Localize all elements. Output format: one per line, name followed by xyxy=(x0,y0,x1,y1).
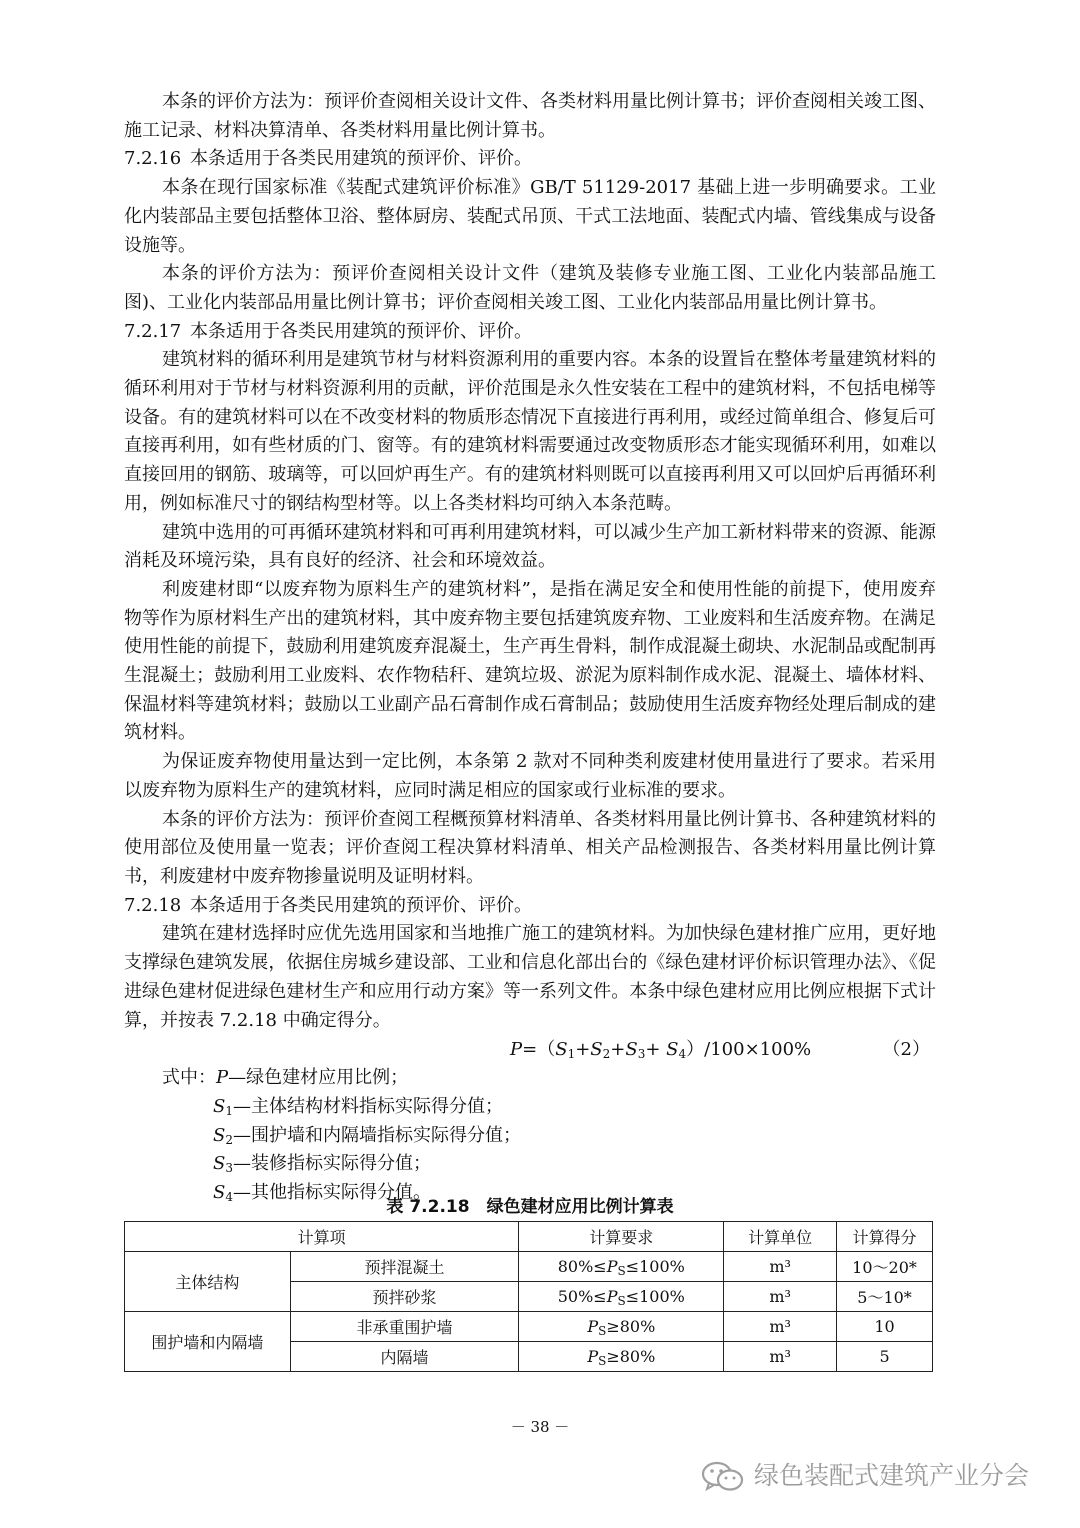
requirement-cell: $50\%\le P_S\le 100\%$ xyxy=(519,1282,724,1312)
group-name: 围护墙和内隔墙 xyxy=(125,1312,291,1372)
paragraph: 利废建材即“以废弃物为原料生产的建筑材料”，是指在满足安全和使用性能的前提下，使用废弃物等作为原材料生产出的建筑材料，其中废弃物主要包括建筑废弃物、工业废料和生活废弃物。在满足使用性能的前提下，鼓励利用建筑废弃混凝土，生产再生骨料，制作成混凝土砌块、水泥制品或配制再生混凝土；鼓励利用工业废料、农作物秸秆、建筑垃圾、淤泥为原料制作成水泥、混凝土、墙体材料、保温材料等建筑材料；鼓励以工业副产品石膏制作成石膏制品；鼓励使用生活废弃物经处理后制成的建筑材料。 xyxy=(124,578,936,744)
requirement-cell: $P_S\ge 80\%$ xyxy=(519,1312,724,1342)
table-row xyxy=(125,1312,933,1342)
green-material-table xyxy=(124,1221,933,1372)
paragraph: 本条的评价方法为：预评价查阅相关设计文件、各类材料用量比例计算书；评价查阅相关竣工图、施工记录、材料决算清单、各类材料用量比例计算书。 xyxy=(124,91,936,141)
header-item: 计算项 xyxy=(125,1222,519,1252)
score-cell: 5 xyxy=(837,1342,933,1372)
unit-cell: m³ xyxy=(724,1282,837,1312)
formula xyxy=(124,1035,936,1064)
wechat-icon xyxy=(700,1460,746,1494)
definition-line: $S_1—$主体结构材料指标实际得分值； xyxy=(213,1095,503,1118)
paragraph: 本条的评价方法为：预评价查阅相关设计文件（建筑及装修专业施工图、工业化内装部品施工图)、工业化内装部品用量比例计算书；评价查阅相关竣工图、工业化内装部品用量比例计算书。 xyxy=(124,263,936,313)
definition-line: $S_4—$其他指标实际得分值。 xyxy=(213,1182,431,1205)
definition-line: 式中：P—绿色建材应用比例； xyxy=(162,1067,409,1089)
clause-heading xyxy=(124,318,936,347)
paragraph: 建筑中选用的可再循环建筑材料和可再利用建筑材料，可以减少生产加工新材料带来的资源、能源消耗及环境污染，具有良好的经济、社会和环境效益。 xyxy=(124,521,936,572)
group-name: 主体结构 xyxy=(125,1252,291,1312)
paragraph: 本条的评价方法为：预评价查阅工程概预算材料清单、各类材料用量比例计算书、各种建筑材料的使用部位及使用量一览表；评价查阅工程决算材料清单、相关产品检测报告、各类材料用量比例计算书，利废建材中废弃物掺量说明及证明材料。 xyxy=(124,808,936,887)
page-number: － 38 － xyxy=(510,1418,570,1436)
watermark-text: 绿色装配式建筑产业分会 xyxy=(754,1461,1030,1490)
unit-cell: m³ xyxy=(724,1342,837,1372)
paragraph: 建筑材料的循环利用是建筑节材与材料资源利用的重要内容。本条的设置旨在整体考量建筑材料的循环利用对于节材与材料资源利用的贡献，评价范围是永久性安装在工程中的建筑材料，不包括电梯等设备。有的建筑材料可以在不改变材料的物质形态情况下直接进行再利用，或经过简单组合、修复后可直接再利用，如有些材质的门、窗等。有的建筑材料需要通过改变物质形态才能实现循环利用，如难以直接回用的钢筋、玻璃等，可以回炉再生产。有的建筑材料则既可以直接再利用又可以回炉后再循环利用，例如标准尺寸的钢结构型材等。以上各类材料均可纳入本条范畴。 xyxy=(124,349,936,514)
table-header-row xyxy=(125,1222,933,1252)
formula-definitions xyxy=(124,1064,936,1208)
clause-text: 本条适用于各类民用建筑的预评价、评价。 xyxy=(190,320,532,342)
paragraph: 本条在现行国家标准《装配式建筑评价标准》GB/T 51129-2017 基础上进一步明确要求。工业化内装部品主要包括整体卫浴、整体厨房、装配式吊顶、干式工法地面、装配式内墙、管线集成与设备设施等。 xyxy=(124,177,936,256)
clause-number: 7.2.18 xyxy=(124,894,182,916)
score-cell: 5～10* xyxy=(837,1282,933,1312)
clause-number: 7.2.16 xyxy=(124,148,182,170)
header-requirement: 计算要求 xyxy=(519,1222,724,1252)
sub-item: 预拌混凝土 xyxy=(290,1252,519,1282)
score-cell: 10 xyxy=(837,1312,933,1342)
unit-cell: m³ xyxy=(724,1252,837,1282)
unit-cell: m³ xyxy=(724,1312,837,1342)
sub-item: 内隔墙 xyxy=(290,1342,519,1372)
requirement-cell: $80\%\le P_S\le 100\%$ xyxy=(519,1252,724,1282)
clause-heading xyxy=(124,145,936,174)
score-cell: 10～20* xyxy=(837,1252,933,1282)
sub-item: 非承重围护墙 xyxy=(290,1312,519,1342)
table-row xyxy=(125,1252,933,1282)
clause-number: 7.2.17 xyxy=(124,320,182,342)
definition-line: $S_3—$装修指标实际得分值； xyxy=(213,1153,431,1176)
formula-number: （2） xyxy=(882,1039,930,1061)
clause-text: 本条适用于各类民用建筑的预评价、评价。 xyxy=(190,148,532,170)
paragraph: 建筑在建材选择时应优先选用国家和当地推广施工的建筑材料。为加快绿色建材推广应用，更好地支撑绿色建筑发展，依据住房城乡建设部、工业和信息化部出台的《绿色建材评价标识管理办法》、《促进绿色建材促进绿色建材生产和应用行动方案》等一系列文件。本条中绿色建材应用比例应根据下式计算，并按表 7.2.18 中确定得分。 xyxy=(124,923,936,1031)
formula-expression: $P=(S_1+S_2+S_3+ S_4)/100\times 100\%$ xyxy=(510,1039,812,1062)
definition-line: $S_2—$围护墙和内隔墙指标实际得分值； xyxy=(213,1124,521,1147)
table-caption: 表 7.2.18 绿色建材应用比例计算表 xyxy=(386,1197,674,1217)
clause-text: 本条适用于各类民用建筑的预评价、评价。 xyxy=(190,894,532,916)
body-text xyxy=(124,88,936,1208)
sub-item: 预拌砂浆 xyxy=(290,1282,519,1312)
requirement-cell: $P_S\ge 80\%$ xyxy=(519,1342,724,1372)
paragraph: 为保证废弃物使用量达到一定比例，本条第 2 款对不同种类利废建材使用量进行了要求。若采用以废弃物为原料生产的建筑材料，应同时满足相应的国家或行业标准的要求。 xyxy=(124,751,936,801)
clause-heading xyxy=(124,892,936,921)
header-unit: 计算单位 xyxy=(724,1222,837,1252)
header-score: 计算得分 xyxy=(837,1222,933,1252)
